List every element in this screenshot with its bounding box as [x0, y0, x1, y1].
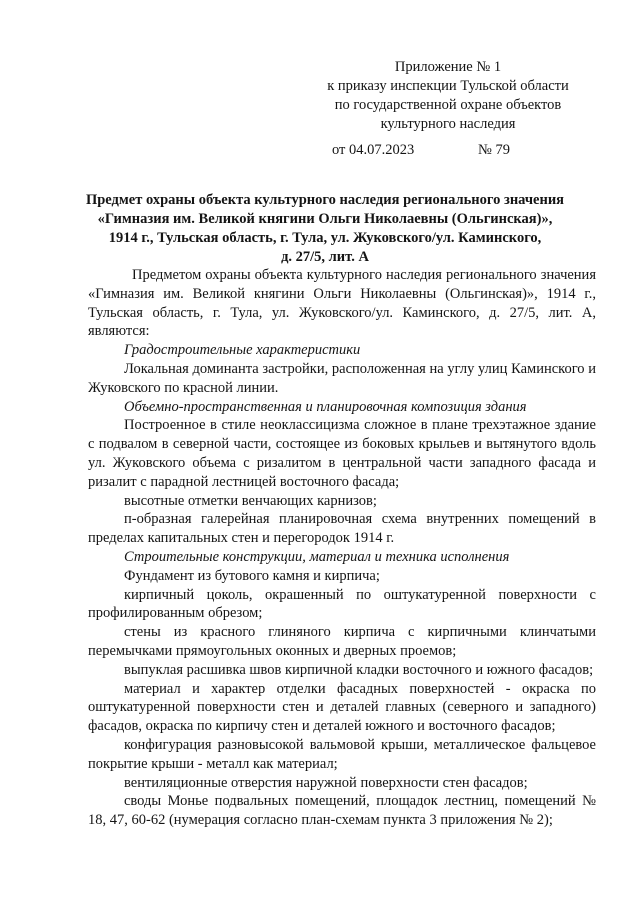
paragraph-finish: материал и характер отделки фасадных поверхностей - окраска по оштукатуренной поверхности стен и деталей главных (северного и западного) фасадов, окраска по кирпичу стен и деталей южного и восточного фасадов;	[88, 680, 596, 735]
paragraph-joints: выпуклая расшивка швов кирпичной кладки восточного и южного фасадов;	[124, 661, 594, 678]
paragraph-vaults: своды Монье подвальных помещений, площадок лестниц, помещений № 18, 47, 60-62 (нумерация согласно план-схемам пункта 3 приложения № 2);	[88, 793, 596, 829]
paragraph-foundation: Фундамент из бутового камня и кирпича;	[124, 567, 380, 584]
appendix-header	[318, 58, 578, 134]
title-line-1: Предмет охраны объекта культурного наследия регионального значения	[85, 192, 565, 208]
order-number: № 79	[478, 142, 510, 158]
paragraph-vents: вентиляционные отверстия наружной поверхности стен фасадов;	[124, 774, 528, 791]
title-line-3: 1914 г., Тульская область, г. Тула, ул. Жуковского/ул. Каминского,	[108, 230, 542, 246]
section-heading-construction: Строительные конструкции, материал и техника исполнения	[124, 548, 510, 565]
order-date-line	[332, 142, 510, 159]
intro-paragraph: Предметом охраны объекта культурного наследия регионального значения «Гимназия им. Великой княгини Ольги Николаевны (Ольгинская)», 1914 г., Тульская область, г. Тула, ул. Жуковского/ул. Каминского, д. 27/5, лит. А, являются:	[88, 267, 596, 340]
section-heading-urban: Градостроительные характеристики	[124, 342, 361, 359]
title-line-2: «Гимназия им. Великой княгини Ольги Николаевны (Ольгинская)»,	[97, 211, 553, 227]
paragraph-plinth: кирпичный цоколь, окрашенный по оштукатуренной поверхности с профилированным обрезом;	[88, 586, 596, 622]
appendix-order-ref: к приказу инспекции Тульской области	[327, 78, 569, 94]
title-line-4: д. 27/5, лит. А	[281, 249, 369, 265]
paragraph-layout: п-образная галерейная планировочная схема внутренних помещений в пределах капитальных стен и перегородок 1914 г.	[88, 511, 596, 547]
appendix-number: Приложение № 1	[394, 59, 502, 75]
appendix-authority-cont: культурного наследия	[380, 116, 516, 132]
paragraph-dominant: Локальная доминанта застройки, расположенная на углу улиц Каминского и Жуковского по красной линии.	[88, 360, 596, 396]
paragraph-walls: стены из красного глиняного кирпича с кирпичными клинчатыми перемычками прямоугольных оконных и дверных проемов;	[88, 624, 596, 659]
paragraph-building: Построенное в стиле неоклассицизма сложное в плане трехэтажное здание с подвалом в северной части, состоящее из боковых крыльев и вытянутого вдоль ул. Жуковского объема с ризалитом в центральной части западного фасада и ризалит с парадной лестницей восточного фасада;	[88, 417, 596, 490]
section-heading-composition: Объемно-пространственная и планировочная композиция здания	[124, 398, 527, 415]
paragraph-cornices: высотные отметки венчающих карнизов;	[124, 492, 377, 509]
document-body	[88, 266, 596, 830]
order-date: от 04.07.2023	[332, 142, 415, 158]
document-title	[60, 191, 590, 267]
appendix-authority: по государственной охране объектов	[334, 97, 562, 113]
paragraph-roof: конфигурация разновысокой вальмовой крыши, металлическое фальцевое покрытие крыши - металл как материал;	[88, 736, 596, 772]
